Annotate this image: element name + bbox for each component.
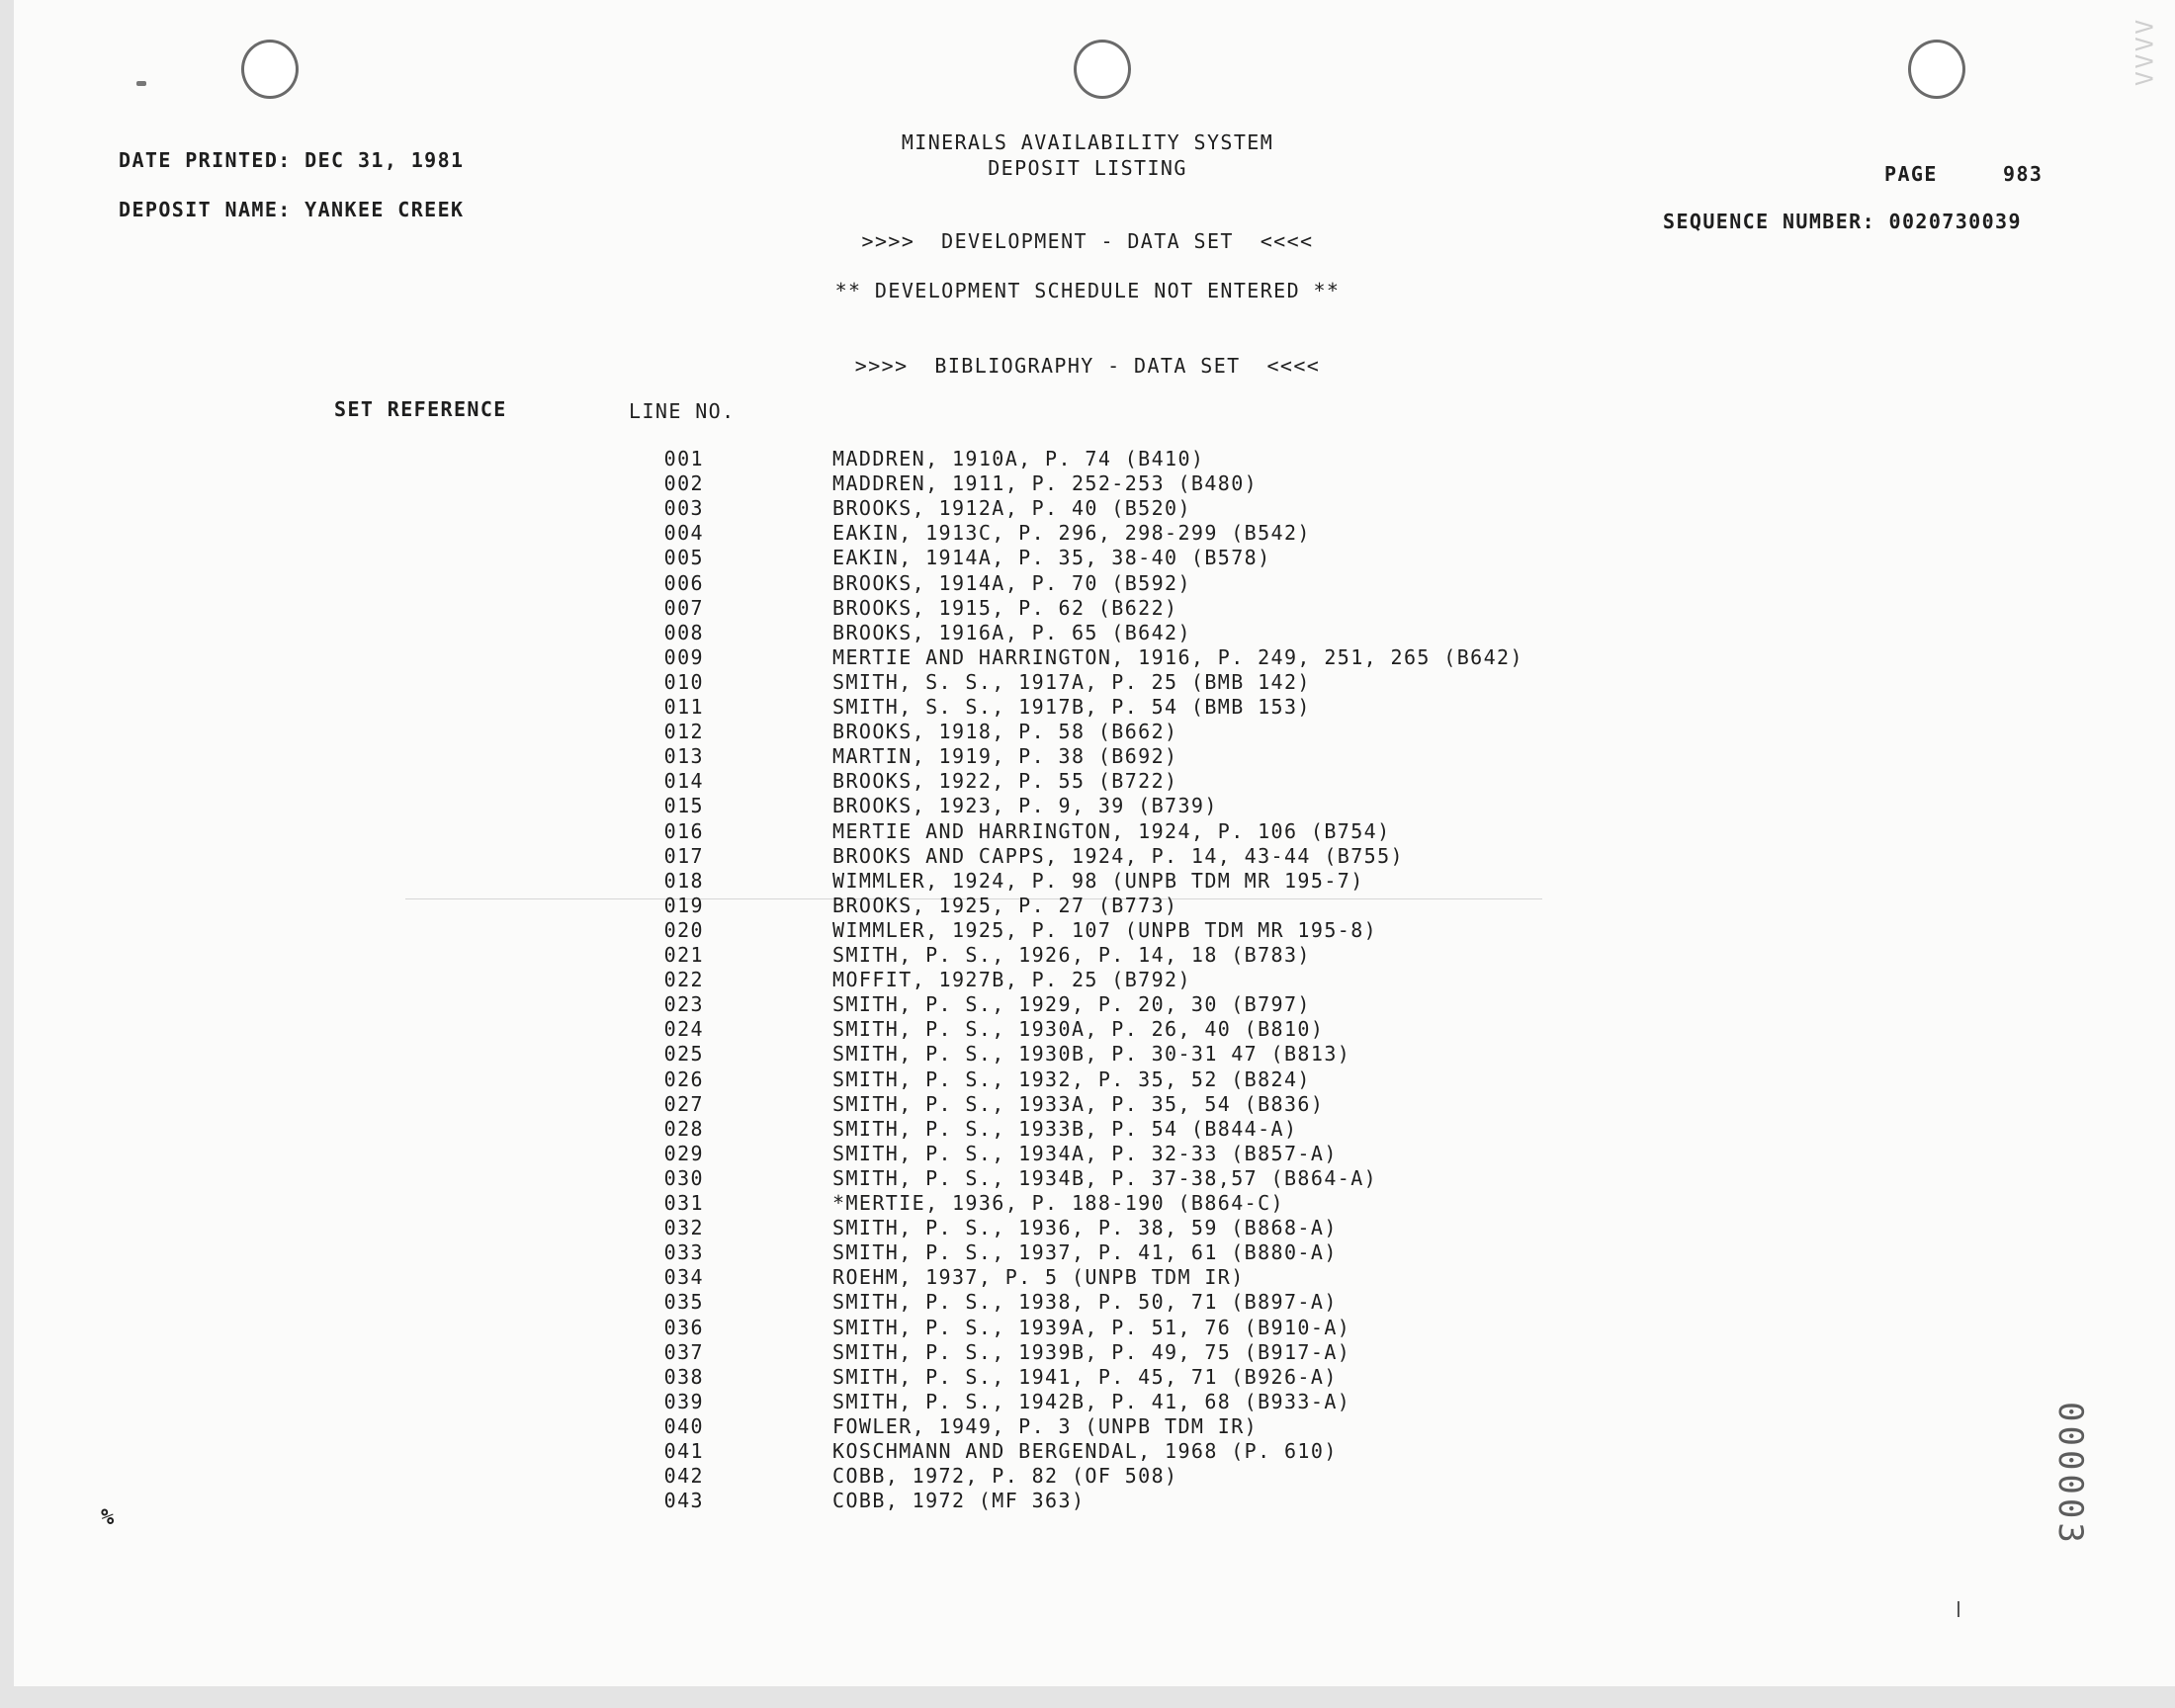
line-number: 037 <box>663 1339 704 1364</box>
line-number: 027 <box>663 1091 704 1116</box>
reference-text: MOFFIT, 1927B, P. 25 (B792) <box>832 968 1191 992</box>
line-number: 009 <box>663 644 704 669</box>
line-number: 038 <box>663 1364 704 1389</box>
reference-text: SMITH, P. S., 1929, P. 20, 30 (B797) <box>832 992 1311 1017</box>
line-number: 021 <box>663 943 704 967</box>
reference-text: SMITH, P. S., 1934B, P. 37-38,57 (B864-A) <box>832 1165 1378 1190</box>
reference-text: SMITH, P. S., 1933A, P. 35, 54 (B836) <box>832 1091 1325 1116</box>
sequence-number: SEQUENCE NUMBER: 0020730039 <box>1663 210 2022 233</box>
line-number: 034 <box>663 1265 704 1290</box>
column-header-line-no: LINE NO. <box>629 399 736 423</box>
reference-text: BROOKS, 1916A, P. 65 (B642) <box>832 620 1191 644</box>
line-number: 036 <box>663 1315 704 1339</box>
reference-text: COBB, 1972 (MF 363) <box>832 1489 1086 1513</box>
reference-text: BROOKS, 1914A, P. 70 (B592) <box>832 570 1191 595</box>
line-number: 012 <box>663 720 704 744</box>
reference-text: MADDREN, 1910A, P. 74 (B410) <box>832 447 1205 470</box>
line-number: 016 <box>663 818 704 843</box>
deposit-name: DEPOSIT NAME: YANKEE CREEK <box>119 198 465 221</box>
line-number: 030 <box>663 1165 704 1190</box>
reference-text: SMITH, P. S., 1936, P. 38, 59 (B868-A) <box>832 1216 1338 1240</box>
reference-text: SMITH, P. S., 1930B, P. 30-31 47 (B813) <box>832 1042 1351 1067</box>
line-number: 043 <box>663 1489 704 1513</box>
reference-text: ROEHM, 1937, P. 5 (UNPB TDM IR) <box>832 1265 1245 1290</box>
punch-hole-center <box>1074 40 1131 99</box>
speck-mark <box>136 81 146 86</box>
line-number: 026 <box>663 1067 704 1091</box>
reference-text: WIMMLER, 1924, P. 98 (UNPB TDM MR 195-7) <box>832 868 1364 893</box>
reference-text: MADDREN, 1911, P. 252-253 (B480) <box>832 471 1259 496</box>
reference-text: SMITH, P. S., 1942B, P. 41, 68 (B933-A) <box>832 1389 1351 1413</box>
line-number: 019 <box>663 893 704 917</box>
reference-text: SMITH, P. S., 1938, P. 50, 71 (B897-A) <box>832 1290 1338 1315</box>
pen-mark <box>1958 1601 1959 1617</box>
reference-text: SMITH, P. S., 1941, P. 45, 71 (B926-A) <box>832 1364 1338 1389</box>
reference-text: SMITH, P. S., 1926, P. 14, 18 (B783) <box>832 943 1311 967</box>
line-number: 010 <box>663 669 704 694</box>
percent-mark: % <box>101 1505 115 1530</box>
line-number: 024 <box>663 1017 704 1042</box>
line-number: 008 <box>663 620 704 644</box>
reference-text: SMITH, S. S., 1917B, P. 54 (BMB 153) <box>832 695 1311 719</box>
reference-text: FOWLER, 1949, P. 3 (UNPB TDM IR) <box>832 1413 1259 1438</box>
line-number: 040 <box>663 1413 704 1438</box>
line-number: 013 <box>663 744 704 769</box>
reference-text: COBB, 1972, P. 82 (OF 508) <box>832 1464 1178 1489</box>
line-number: 004 <box>663 521 704 546</box>
system-title: MINERALS AVAILABILITY SYSTEM <box>901 130 1274 154</box>
reference-text: SMITH, P. S., 1939A, P. 51, 76 (B910-A) <box>832 1315 1351 1339</box>
line-number: 003 <box>663 496 704 521</box>
reference-text: KOSCHMANN AND BERGENDAL, 1968 (P. 610) <box>832 1439 1338 1463</box>
development-section-title: >>>> DEVELOPMENT - DATA SET <<<< <box>861 229 1314 253</box>
line-number: 023 <box>663 992 704 1017</box>
line-number: 014 <box>663 769 704 794</box>
development-note: ** DEVELOPMENT SCHEDULE NOT ENTERED ** <box>834 279 1341 302</box>
reference-text: MERTIE AND HARRINGTON, 1916, P. 249, 251, 265 (B642) <box>832 644 1523 669</box>
line-number: 033 <box>663 1240 704 1265</box>
reference-text: BROOKS AND CAPPS, 1924, P. 14, 43-44 (B755) <box>832 843 1404 868</box>
reference-text: BROOKS, 1923, P. 9, 39 (B739) <box>832 794 1218 818</box>
line-number: 015 <box>663 794 704 818</box>
reference-text: *MERTIE, 1936, P. 188-190 (B864-C) <box>832 1191 1284 1215</box>
line-number: 032 <box>663 1216 704 1240</box>
line-number: 018 <box>663 868 704 893</box>
bibliography-section-title: >>>> BIBLIOGRAPHY - DATA SET <<<< <box>854 354 1321 378</box>
line-number: 041 <box>663 1439 704 1463</box>
reference-text: EAKIN, 1913C, P. 296, 298-299 (B542) <box>832 521 1311 546</box>
punch-hole-left <box>241 40 299 99</box>
line-number: 020 <box>663 917 704 942</box>
reference-text: BROOKS, 1925, P. 27 (B773) <box>832 893 1178 917</box>
column-header-set-reference: SET REFERENCE <box>334 397 507 421</box>
line-number: 039 <box>663 1389 704 1413</box>
line-number: 007 <box>663 595 704 620</box>
frame-stamp: 000003 <box>2050 1402 2090 1547</box>
line-number: 042 <box>663 1464 704 1489</box>
reference-text: BROOKS, 1912A, P. 40 (B520) <box>832 496 1191 521</box>
reference-text: SMITH, P. S., 1930A, P. 26, 40 (B810) <box>832 1017 1325 1042</box>
reference-text: MERTIE AND HARRINGTON, 1924, P. 106 (B754) <box>832 818 1391 843</box>
reference-text: SMITH, P. S., 1939B, P. 49, 75 (B917-A) <box>832 1339 1351 1364</box>
bleed-through-mark: ΛΛΛΛ <box>2130 20 2157 89</box>
reference-text: EAKIN, 1914A, P. 35, 38-40 (B578) <box>832 546 1271 570</box>
line-number: 022 <box>663 968 704 992</box>
punch-hole-right <box>1908 40 1965 99</box>
date-printed: DATE PRINTED: DEC 31, 1981 <box>119 148 465 172</box>
line-number: 025 <box>663 1042 704 1067</box>
reference-text: BROOKS, 1922, P. 55 (B722) <box>832 769 1178 794</box>
line-number: 017 <box>663 843 704 868</box>
line-number: 002 <box>663 471 704 496</box>
reference-text: MARTIN, 1919, P. 38 (B692) <box>832 744 1178 769</box>
line-number: 005 <box>663 546 704 570</box>
line-number: 006 <box>663 570 704 595</box>
line-number: 001 <box>663 447 704 470</box>
reference-text: SMITH, P. S., 1934A, P. 32-33 (B857-A) <box>832 1141 1338 1165</box>
line-number: 011 <box>663 695 704 719</box>
reference-text: SMITH, P. S., 1932, P. 35, 52 (B824) <box>832 1067 1311 1091</box>
listing-title: DEPOSIT LISTING <box>988 156 1187 180</box>
reference-text: WIMMLER, 1925, P. 107 (UNPB TDM MR 195-8) <box>832 917 1378 942</box>
reference-text: SMITH, P. S., 1937, P. 41, 61 (B880-A) <box>832 1240 1338 1265</box>
page-number: 983 <box>2003 162 2044 186</box>
reference-text: SMITH, P. S., 1933B, P. 54 (B844-A) <box>832 1116 1298 1141</box>
reference-text: BROOKS, 1918, P. 58 (B662) <box>832 720 1178 744</box>
reference-text: BROOKS, 1915, P. 62 (B622) <box>832 595 1178 620</box>
line-number: 029 <box>663 1141 704 1165</box>
page-label: PAGE <box>1884 162 1938 186</box>
reference-text: SMITH, S. S., 1917A, P. 25 (BMB 142) <box>832 669 1311 694</box>
line-number: 035 <box>663 1290 704 1315</box>
line-number: 031 <box>663 1191 704 1215</box>
line-number: 028 <box>663 1116 704 1141</box>
